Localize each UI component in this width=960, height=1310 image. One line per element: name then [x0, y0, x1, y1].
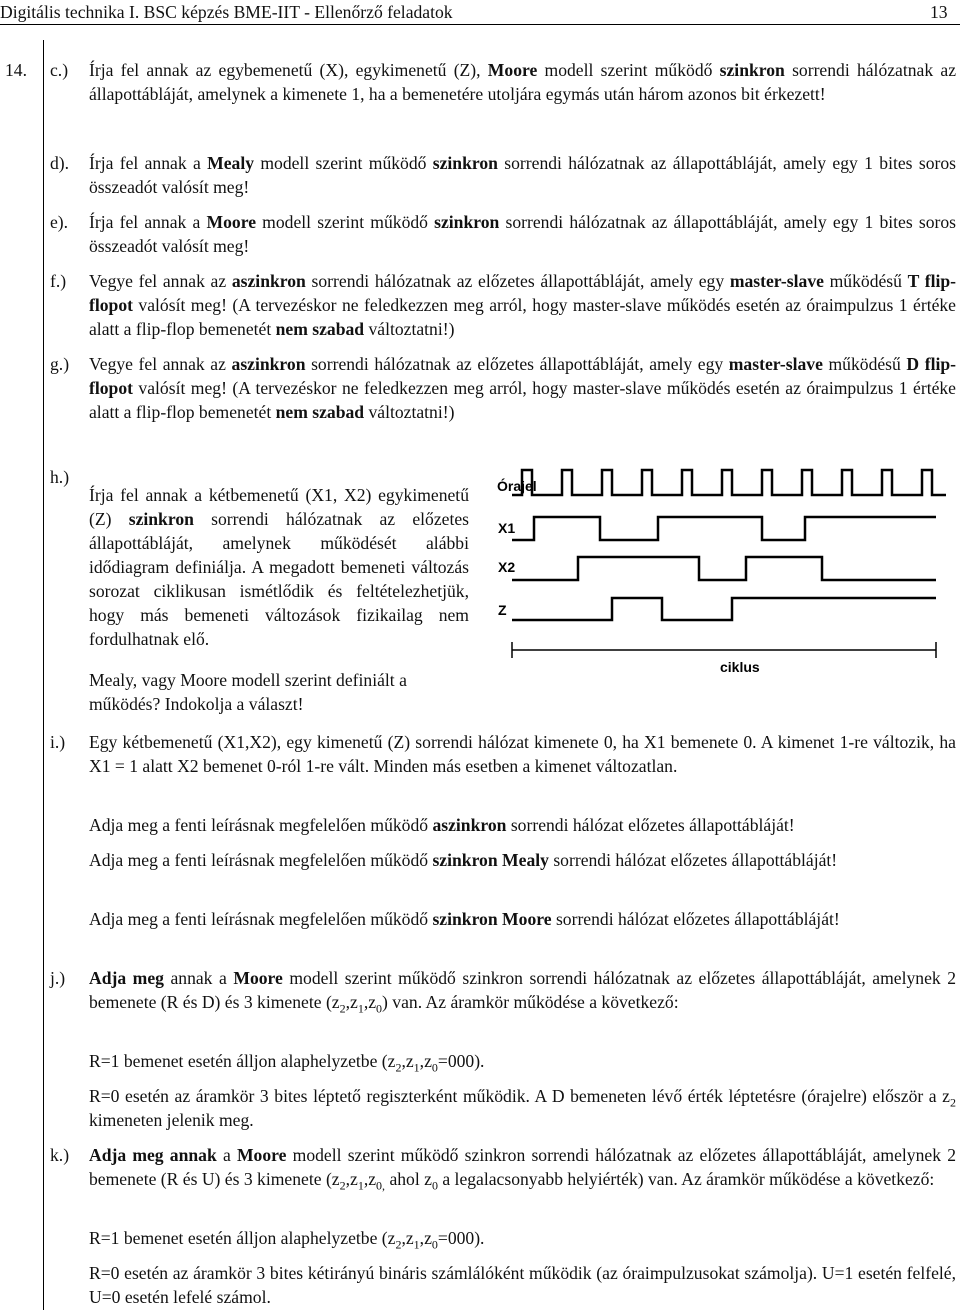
item-c-label: c.) [50, 60, 69, 80]
cycle-marker [512, 642, 936, 658]
header-title: Digitális technika I. BSC képzés BME-IIT - Ellenőrző feladatok [0, 2, 453, 22]
margin-rule [43, 40, 44, 1310]
x2-label: X2 [498, 559, 516, 575]
page-number: 13 [930, 2, 948, 22]
x1-waveform [512, 517, 936, 540]
item-i-p3: Adja meg a fenti leírásnak megfelelően működő szinkron Mealy sorrendi hálózat előzetes állapottábláját! [89, 850, 838, 870]
z-waveform [512, 598, 936, 620]
item-g-label: g.) [50, 354, 70, 374]
item-i-p4: Adja meg a fenti leírásnak megfelelően működő szinkron Moore sorrendi hálózat előzetes állapottábláját! [89, 909, 840, 929]
item-d-text: Írja fel annak a Mealy modell szerint működő szinkron sorrendi hálózatnak az állapottábláját, amely egy 1 bites soros összeadót valósít meg! [89, 153, 956, 197]
item-f-label: f.) [50, 271, 67, 291]
x1-label: X1 [498, 520, 516, 536]
item-j-label: j.) [50, 968, 66, 988]
x2-waveform [512, 557, 936, 580]
clock-label: Órajel [497, 478, 537, 494]
question-number: 14. [5, 60, 27, 80]
item-j-text: Adja meg annak a Moore modell szerint működő szinkron sorrendi hálózatnak az előzetes állapottábláját, amelynek 2 bemenete (R és D) és 3 kimenete $(z_2,z_1,z_0)$ van. Az áramkör működése a következő: [89, 968, 956, 1016]
item-f-text: Vegye fel annak az aszinkron sorrendi hálózatnak az előzetes állapottábláját, amely egy master-slave működésű T flip-flopot valósít meg! (A tervezéskor ne feledkezzen meg arról, hogy master-slave működés esetén az óraimpulzus 1 értéke alatt a flip-flop bemenetét nem szabad változtatni!) [89, 271, 956, 339]
item-i-p1: Egy kétbemenetű (X1,X2), egy kimenetű (Z) sorrendi hálózat kimenete 0, ha X1 bemenete 0. A kimenet 1-re változik, ha X1 = 1 alatt X2 bemenet 0-ról 1-re vált. Minden más esetben a kimenet változatlan. [89, 732, 956, 776]
item-k-p2: R=1 bemenet esetén álljon alaphelyzetbe $(z_2,z_1,z_0=000)$. [89, 1228, 485, 1252]
item-h-label: h.) [50, 467, 70, 487]
item-h-text: Írja fel annak a kétbemenetű (X1, X2) egykimenetű (Z) szinkron sorrendi hálózatnak az előzetes állapottábláját, amelynek működését alábbi idődiagram definiálja. A megadott bemeneti változás sorozat ciklikusan ismétlődik és feltételezhetjük, hogy más bemeneti változások fizikailag nem fordulhatnak elő. Mealy, vagy Moore modell szerint definiált a működés? Indokolja a választ! [89, 484, 469, 715]
item-k-label: k.) [50, 1145, 70, 1165]
timing-diagram [490, 460, 956, 690]
cycle-label: ciklus [720, 659, 760, 675]
item-g-text: Vegye fel annak az aszinkron sorrendi hálózatnak az előzetes állapottábláját, amely egy master-slave működésű D flip-flopot valósít meg! (A tervezéskor ne feledkezzen meg arról, hogy master-slave működés esetén az óraimpulzus 1 értéke alatt a flip-flop bemenetét nem szabad változtatni!) [89, 354, 956, 422]
item-i-p2: Adja meg a fenti leírásnak megfelelően működő aszinkron sorrendi hálózat előzetes állapottábláját! [89, 815, 795, 835]
item-h-question: Mealy, vagy Moore modell szerint definiált a működés? Indokolja a választ! [89, 670, 407, 715]
item-j-p3: R=0 esetén az áramkör 3 bites léptető regiszterként működik. A D bemeneten lévő érték léptetésre (órajelre) először a $z_2$ kimeneten jelenik meg. [89, 1086, 956, 1130]
z-label: Z [498, 602, 507, 618]
item-k-text: Adja meg annak a Moore modell szerint működő szinkron sorrendi hálózatnak az előzetes állapottábláját, amelynek 2 bemenete (R és U) és 3 kimenete ($z_2,z_1,z_{0,}$ ahol $z_0$ a legalacsonyabb helyiérték) van. Az áramkör működése a következő: [89, 1145, 956, 1193]
item-e-text: Írja fel annak a Moore modell szerint működő szinkron sorrendi hálózatnak az állapottábláját, amely egy 1 bites soros összeadót valósít meg! [89, 212, 956, 256]
item-d-label: d). [50, 153, 70, 173]
page-header [0, 0, 960, 25]
clock-waveform [512, 470, 946, 495]
item-e-label: e). [50, 212, 69, 232]
item-j-p2: R=1 bemenet esetén álljon alaphelyzetbe $(z_2,z_1,z_0=000)$. [89, 1051, 485, 1075]
item-k-p3: R=0 esetén az áramkör 3 bites kétirányú bináris számlálóként működik (az óraimpulzusokat számolja). U=1 esetén felfelé, U=0 esetén lefelé számol. [89, 1263, 956, 1307]
item-c-text: Írja fel annak az egybemenetű (X), egykimenetű (Z), Moore modell szerint működő szinkron sorrendi hálózatnak az állapottábláját, amelynek a kimenete 1, ha a bemenetére utoljára egymás után három azonos bit érkezett! [89, 60, 957, 104]
item-i-label: i.) [50, 732, 66, 752]
